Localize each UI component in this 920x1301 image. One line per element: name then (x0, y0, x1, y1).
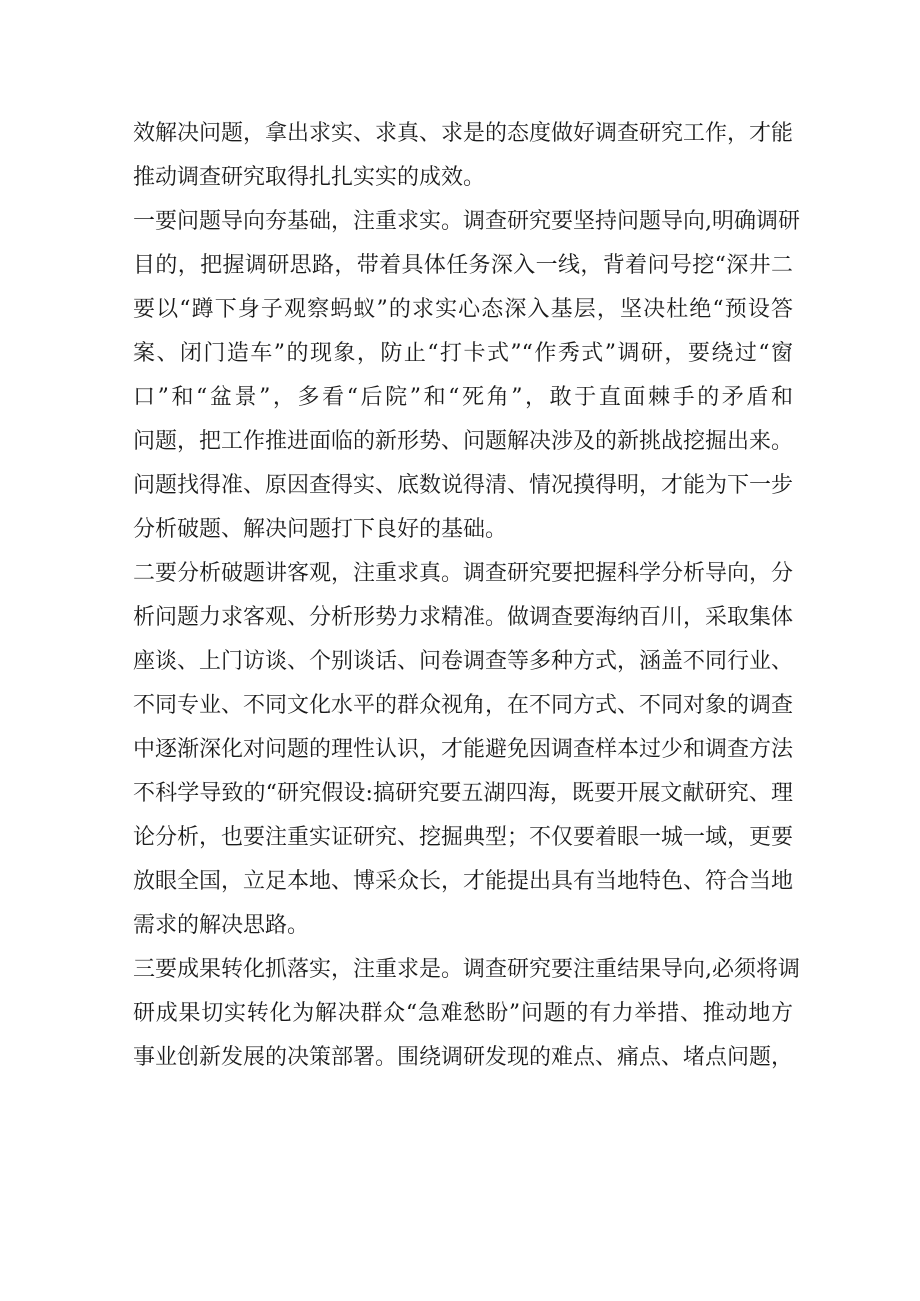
text-line: 座谈、上门访谈、个别谈话、问卷调查等多种方式，涵盖不同行业、 (133, 649, 794, 674)
document-body (133, 112, 800, 1080)
text-line: 中逐渐深化对问题的理性认识，才能避免因调查样本过少和调查方法 (133, 737, 794, 762)
text-line: 事业创新发展的决策部署。围绕调研发现的难点、痛点、堵点问题， (133, 1045, 794, 1070)
text-line: 问题找得准、原因查得实、底数说得清、情况摸得明，才能为下一步 (133, 473, 794, 498)
text-line: 三要成果转化抓落实，注重求是。调查研究要注重结果导向,必须将调 (133, 957, 800, 982)
text-line: 口”和“盆景”，多看“后院”和“死角”，敢于直面棘手的矛盾和 (133, 385, 793, 410)
text-line: 效解决问题，拿出求实、求真、求是的态度做好调查研究工作，才能 (133, 121, 794, 146)
paragraph-1 (133, 112, 793, 200)
text-line: 分析破题、解决问题打下良好的基础。 (133, 517, 508, 542)
text-line: 二要分析破题讲客观，注重求真。调查研究要把握科学分析导向，分 (133, 561, 794, 586)
text-line: 研成果切实转化为解决群众“急难愁盼”问题的有力举措、推动地方 (133, 1001, 793, 1026)
text-line: 不同专业、不同文化水平的群众视角，在不同方式、不同对象的调查 (133, 693, 794, 718)
text-line: 放眼全国，立足本地、博采众长，才能提出具有当地特色、符合当地 (133, 869, 794, 894)
paragraph-2 (133, 200, 800, 552)
paragraph-3 (133, 552, 793, 948)
text-line: 不科学导致的“研究假设:搞研究要五湖四海，既要开展文献研究、理 (133, 781, 793, 806)
text-line: 目的，把握调研思路，带着具体任务深入一线，背着问号挖“深井二 (133, 253, 793, 278)
text-line: 要以“蹲下身子观察蚂蚁”的求实心态深入基层，坚决杜绝“预设答 (133, 297, 793, 322)
text-line: 析问题力求客观、分析形势力求精准。做调查要海纳百川，采取集体 (133, 605, 794, 630)
text-line: 一要问题导向夯基础，注重求实。调查研究要坚持问题导向,明确调研 (133, 209, 800, 234)
text-line: 推动调查研究取得扎扎实实的成效。 (133, 165, 486, 190)
paragraph-4 (133, 948, 800, 1080)
text-line: 论分析，也要注重实证研究、挖掘典型；不仅要着眼一城一域，更要 (133, 825, 794, 850)
text-line: 案、闭门造车”的现象，防止“打卡式”“作秀式”调研，要绕过“窗 (133, 341, 793, 366)
text-line: 需求的解决思路。 (133, 913, 310, 938)
text-line: 问题，把工作推进面临的新形势、问题解决涉及的新挑战挖掘出来。 (133, 429, 794, 454)
